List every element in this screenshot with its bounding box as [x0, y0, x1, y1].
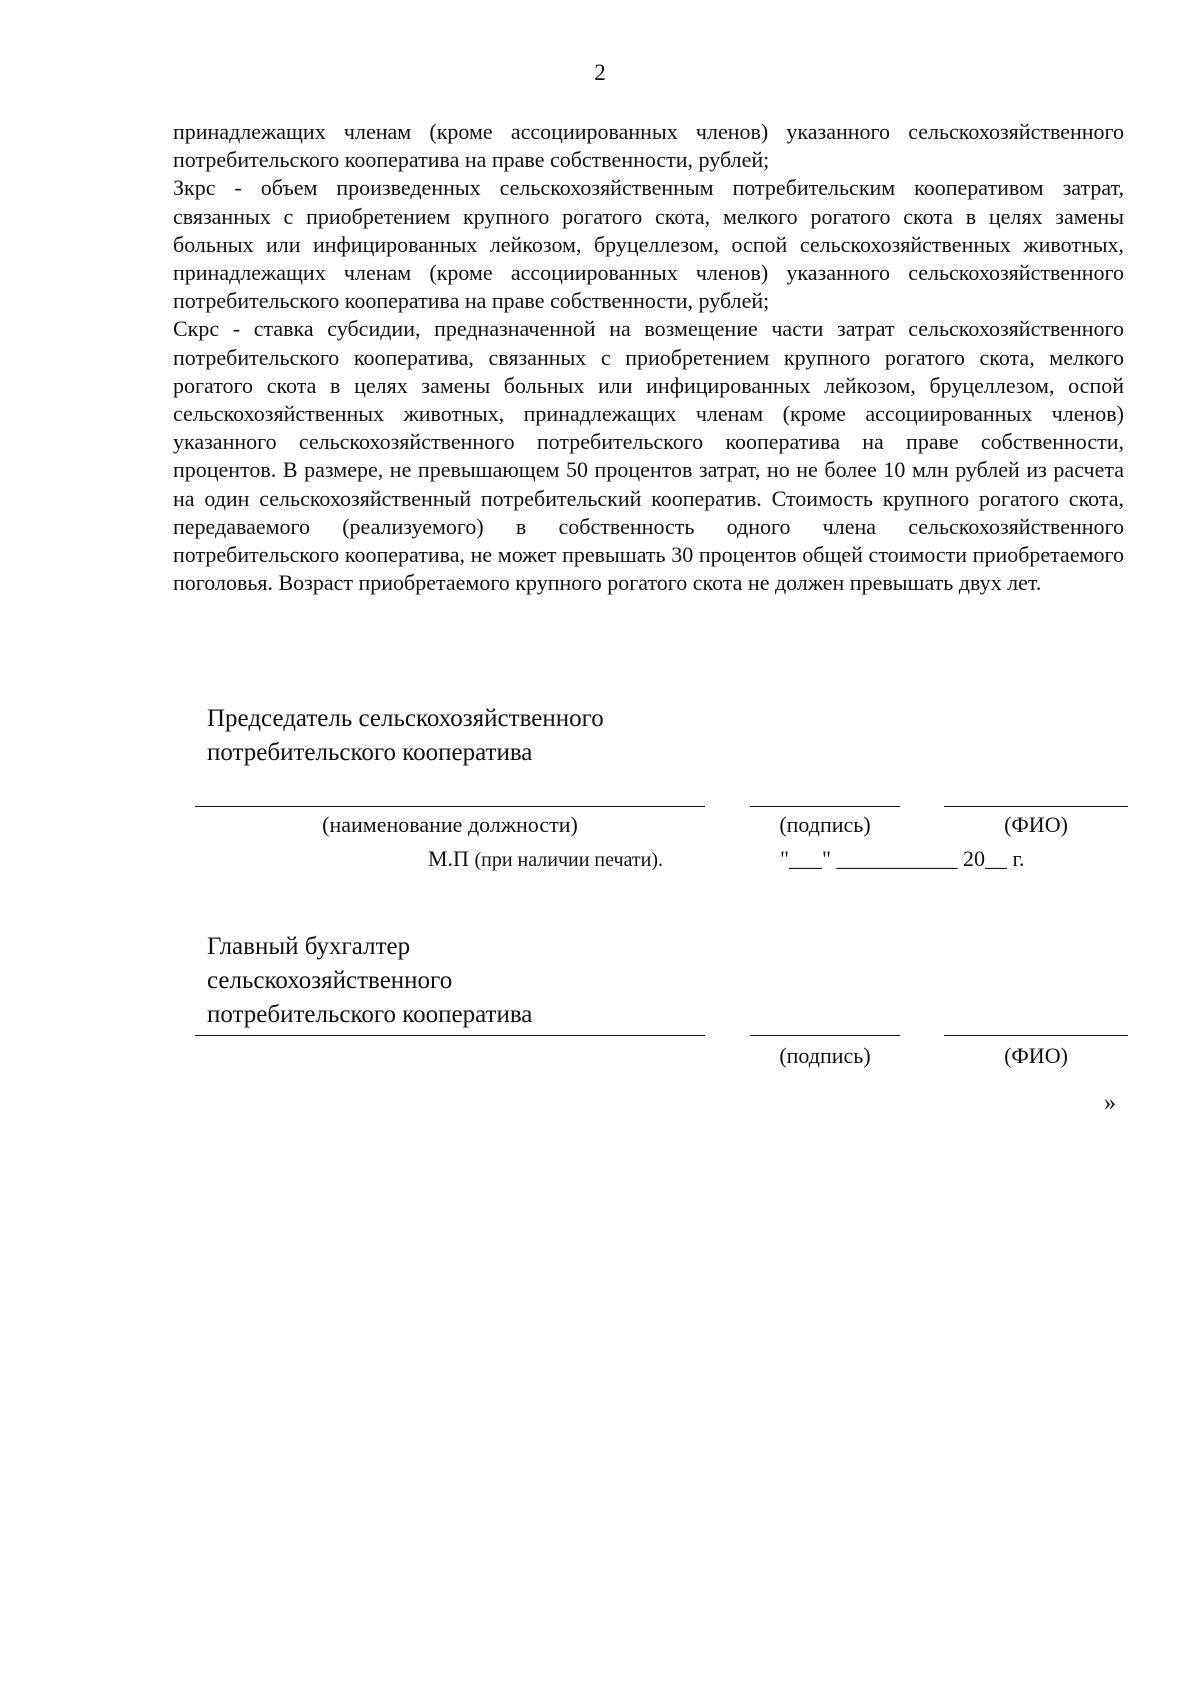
stamp-note: (при наличии печати). [474, 849, 664, 871]
accountant-title-line: сельскохозяйственного [207, 967, 453, 994]
chairman-title-line: потребительского кооператива [207, 739, 533, 766]
accountant-name-line [944, 1035, 1128, 1036]
stamp-label: М.П [428, 846, 469, 871]
page-number: 2 [594, 60, 606, 85]
paragraph-zkrs-definition: Зкрс - объем произведенных сельскохозяйственным потребительским кооперативом затрат, связанных с приобретением крупного рогатого скота, мелкого рогатого скота в целях замены больных или инфицированных лейкозом, бруцеллезом, оспой сельскохозяйственных животных, принадлежащих членам (кроме ассоциированных членов) указанного сельскохозяйственного потребительского кооператива на праве собственности, рублей; [173, 175, 1124, 314]
chairman-position-line [195, 806, 705, 807]
chairman-position-caption: (наименование должности) [322, 812, 578, 837]
accountant-title [207, 930, 532, 1032]
accountant-title-line: Главный бухгалтер [207, 933, 411, 960]
chairman-title-line: Председатель сельскохозяйственного [207, 705, 604, 732]
body-text [173, 118, 1124, 597]
chairman-name-caption: (ФИО) [1004, 812, 1068, 837]
stamp-placeholder [428, 846, 663, 872]
accountant-signature-caption: (подпись) [779, 1043, 871, 1068]
chairman-name-line [944, 806, 1128, 807]
accountant-title-underline [195, 1035, 705, 1036]
paragraph-skrs-definition: Скрс - ставка субсидии, предназначенной на возмещение части затрат сельскохозяйственного потребительского кооператива, связанных с приобретением крупного рогатого скота, мелкого рогатого скота в целях замены больных или инфицированных лейкозом, бруцеллезом, оспой сельскохозяйственных животных, принадлежащих членам (кроме ассоциированных членов) указанного сельскохозяйственного потребительского кооператива на праве собственности, процентов. В размере, не превышающем 50 процентов затрат, но не более 10 млн рублей из расчета на один сельскохозяйственный потребительский кооператив. Стоимость крупного рогатого скота, передаваемого (реализуемого) в собственность одного члена сельскохозяйственного потребительского кооператива, не может превышать 30 процентов общей стоимости приобретаемого поголовья. Возраст приобретаемого крупного рогатого скота не должен превышать двух лет. [173, 316, 1124, 596]
accountant-title-line: потребительского кооператива [207, 1001, 533, 1028]
accountant-name-caption: (ФИО) [1004, 1043, 1068, 1068]
chairman-signature-caption: (подпись) [779, 812, 871, 837]
accountant-signature-line [750, 1035, 900, 1036]
chairman-signature-line [750, 806, 900, 807]
date-line: "___" ___________ 20__ г. [780, 846, 1025, 871]
chairman-title [207, 702, 604, 770]
paragraph-continuation: принадлежащих членам (кроме ассоциированных членов) указанного сельскохозяйственного потребительского кооператива на праве собственности, рублей; [173, 119, 1124, 173]
closing-quote: » [1104, 1090, 1116, 1116]
